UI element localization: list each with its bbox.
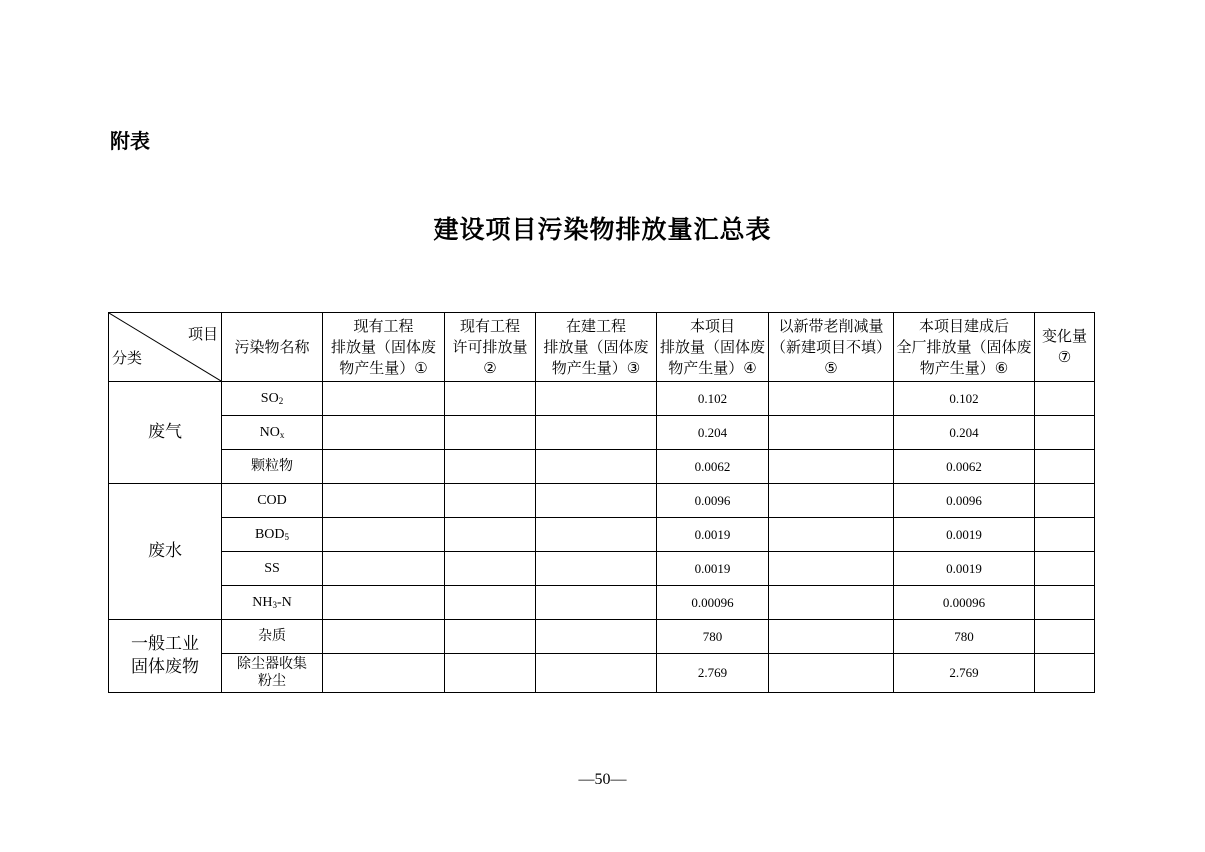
header-change: 变化量 ⑦ <box>1035 313 1095 382</box>
table-row <box>109 416 1095 450</box>
cell-empty <box>536 654 657 693</box>
cell-empty <box>769 450 894 484</box>
emission-summary-table <box>108 312 1095 693</box>
cell-empty <box>323 552 445 586</box>
header-existing-emission: 现有工程 排放量（固体废 物产生量）① <box>323 313 445 382</box>
cell-empty <box>536 484 657 518</box>
cell-empty <box>323 620 445 654</box>
pollutant-dust: 除尘器收集 粉尘 <box>222 654 323 693</box>
value-this-project: 0.0019 <box>657 518 769 552</box>
category-solid-waste: 一般工业 固体废物 <box>109 620 222 693</box>
header-existing-permitted: 现有工程 许可排放量 ② <box>445 313 536 382</box>
pollutant-bod5: $BOD_5$ <box>222 518 323 552</box>
cell-empty <box>1035 654 1095 693</box>
cell-empty <box>769 620 894 654</box>
cell-empty <box>769 586 894 620</box>
corner-category-label: 分类 <box>112 349 143 367</box>
pollutant-particulate: 颗粒物 <box>222 450 323 484</box>
cell-empty <box>1035 416 1095 450</box>
corner-header <box>109 313 222 382</box>
value-after-completion: 2.769 <box>894 654 1035 693</box>
table-row <box>109 654 1095 693</box>
cell-empty <box>1035 382 1095 416</box>
cell-empty <box>536 552 657 586</box>
value-after-completion: 780 <box>894 620 1035 654</box>
value-after-completion: 0.0019 <box>894 552 1035 586</box>
cell-empty <box>1035 484 1095 518</box>
header-row <box>109 313 1095 382</box>
cell-empty <box>769 416 894 450</box>
header-reduction: 以新带老削减量 （新建项目不填） ⑤ <box>769 313 894 382</box>
pollutant-ss: SS <box>222 552 323 586</box>
cell-empty <box>769 518 894 552</box>
table-row <box>109 450 1095 484</box>
value-after-completion: 0.102 <box>894 382 1035 416</box>
table-title: 建设项目污染物排放量汇总表 <box>433 215 772 244</box>
cell-empty <box>445 484 536 518</box>
cell-empty <box>536 586 657 620</box>
header-pollutant-name: 污染物名称 <box>222 313 323 382</box>
table-row <box>109 586 1095 620</box>
cell-empty <box>445 450 536 484</box>
value-this-project: 0.0019 <box>657 552 769 586</box>
cell-empty <box>445 518 536 552</box>
pollutant-nox: $NO_x$ <box>222 416 323 450</box>
cell-empty <box>323 654 445 693</box>
value-this-project: 0.102 <box>657 382 769 416</box>
category-waste-gas: 废气 <box>109 382 222 484</box>
pollutant-so2: $SO_2$ <box>222 382 323 416</box>
diagonal-line <box>109 313 221 381</box>
value-this-project: 0.00096 <box>657 586 769 620</box>
value-after-completion: 0.204 <box>894 416 1035 450</box>
value-after-completion: 0.0096 <box>894 484 1035 518</box>
table-row <box>109 518 1095 552</box>
cell-empty <box>769 382 894 416</box>
cell-empty <box>536 382 657 416</box>
cell-empty <box>1035 620 1095 654</box>
cell-empty <box>445 586 536 620</box>
cell-empty <box>1035 586 1095 620</box>
cell-empty <box>323 450 445 484</box>
cell-empty <box>769 552 894 586</box>
header-under-construction: 在建工程 排放量（固体废 物产生量）③ <box>536 313 657 382</box>
cell-empty <box>323 416 445 450</box>
cell-empty <box>536 450 657 484</box>
pollutant-cod: COD <box>222 484 323 518</box>
header-this-project: 本项目 排放量（固体废 物产生量）④ <box>657 313 769 382</box>
cell-empty <box>445 620 536 654</box>
cell-empty <box>1035 518 1095 552</box>
cell-empty <box>769 654 894 693</box>
value-after-completion: 0.0019 <box>894 518 1035 552</box>
cell-empty <box>536 518 657 552</box>
cell-empty <box>769 484 894 518</box>
cell-empty <box>445 552 536 586</box>
cell-empty <box>323 518 445 552</box>
value-this-project: 0.0062 <box>657 450 769 484</box>
cell-empty <box>323 484 445 518</box>
cell-empty <box>1035 450 1095 484</box>
cell-empty <box>323 382 445 416</box>
cell-empty <box>445 416 536 450</box>
value-this-project: 2.769 <box>657 654 769 693</box>
cell-empty <box>1035 552 1095 586</box>
table-row <box>109 620 1095 654</box>
corner-item-label: 项目 <box>187 325 218 343</box>
header-after-completion: 本项目建成后 全厂排放量（固体废 物产生量）⑥ <box>894 313 1035 382</box>
table-row <box>109 382 1095 416</box>
cell-empty <box>445 654 536 693</box>
value-after-completion: 0.0062 <box>894 450 1035 484</box>
cell-empty <box>445 382 536 416</box>
cell-empty <box>536 416 657 450</box>
category-waste-water: 废水 <box>109 484 222 620</box>
value-this-project: 0.0096 <box>657 484 769 518</box>
pollutant-nh3n: $NH_3-N$ <box>222 586 323 620</box>
cell-empty <box>536 620 657 654</box>
value-this-project: 0.204 <box>657 416 769 450</box>
table-row <box>109 484 1095 518</box>
value-after-completion: 0.00096 <box>894 586 1035 620</box>
cell-empty <box>323 586 445 620</box>
value-this-project: 780 <box>657 620 769 654</box>
appendix-label: 附表 <box>110 129 150 153</box>
page-number: —50— <box>578 771 627 788</box>
table-row <box>109 552 1095 586</box>
pollutant-impurities: 杂质 <box>222 620 323 654</box>
